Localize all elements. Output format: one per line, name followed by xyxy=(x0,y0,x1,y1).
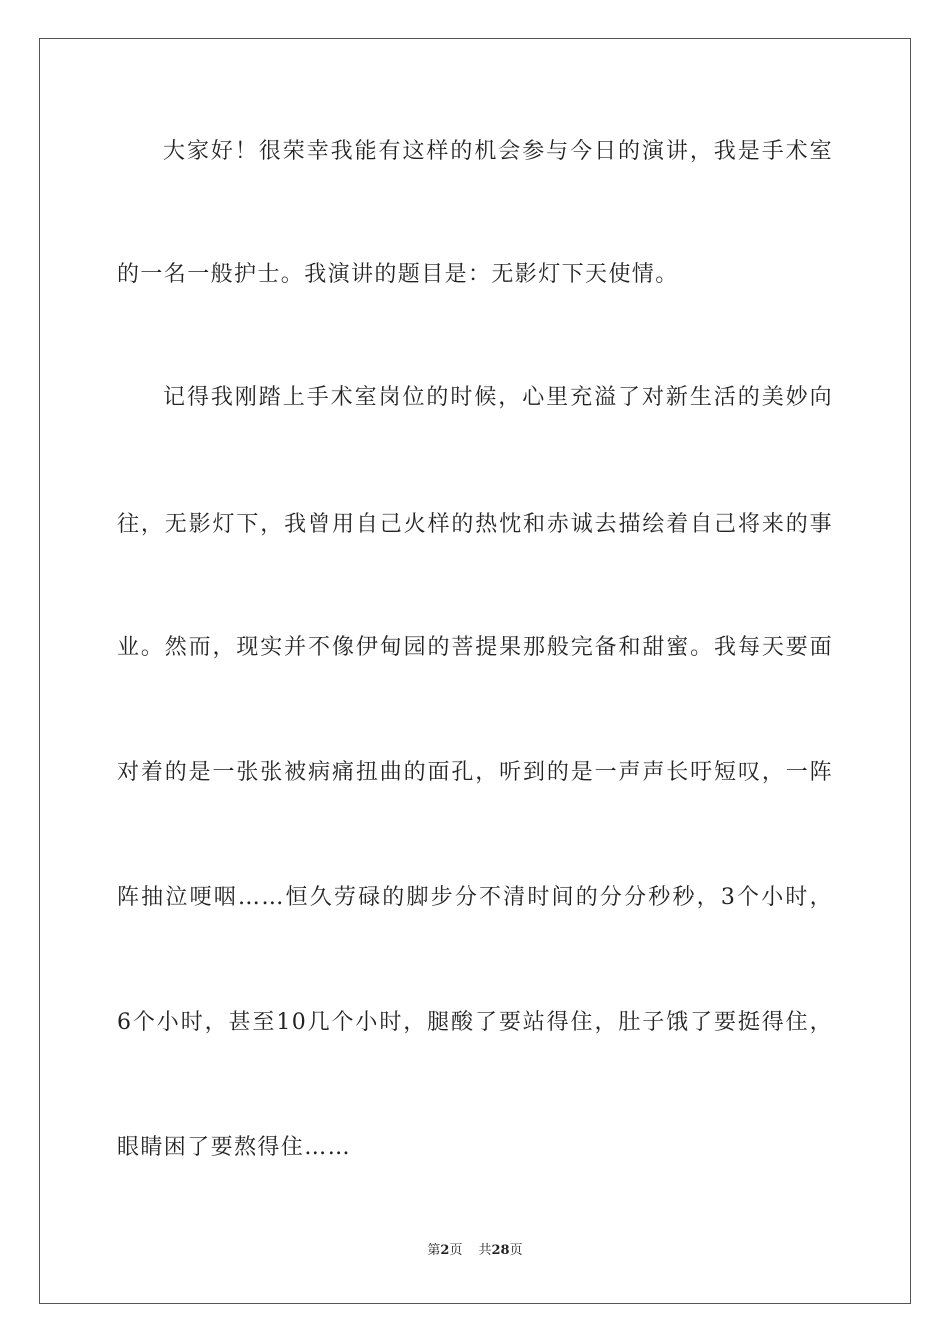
text-line-2: 的一名一般护士。我演讲的题目是：无影灯下天使情。 xyxy=(117,262,679,287)
footer-total-pages: 28 xyxy=(491,1243,510,1258)
text-line-3: 记得我刚踏上手术室岗位的时候，心里充溢了对新生活的美妙向 xyxy=(163,385,833,410)
footer-page-number: 2 xyxy=(440,1243,450,1258)
text-line-1: 大家好！很荣幸我能有这样的机会参与今日的演讲，我是手术室 xyxy=(163,139,833,164)
footer-total-suffix: 页 xyxy=(509,1243,523,1258)
text-line-6: 对着的是一张张被病痛扭曲的面孔，听到的是一声声长吁短叹，一阵 xyxy=(117,760,833,785)
footer-total-prefix: 共 xyxy=(478,1243,492,1258)
page-footer xyxy=(0,1243,950,1259)
text-line-8: 6个小时，甚至10几个小时，腿酸了要站得住，肚子饿了要挺得住， xyxy=(117,1010,833,1035)
text-line-9: 眼睛困了要熬得住…… xyxy=(117,1135,352,1160)
text-line-5: 业。然而，现实并不像伊甸园的菩提果那般完备和甜蜜。我每天要面 xyxy=(117,635,833,660)
footer-page-suffix: 页 xyxy=(449,1243,463,1258)
page-border xyxy=(39,38,911,1304)
text-line-7: 阵抽泣哽咽……恒久劳碌的脚步分不清时间的分分秒秒，3个小时， xyxy=(117,885,833,910)
text-line-4: 往，无影灯下，我曾用自己火样的热忱和赤诚去描绘着自己将来的事 xyxy=(117,512,833,537)
footer-page-prefix: 第 xyxy=(427,1243,441,1258)
